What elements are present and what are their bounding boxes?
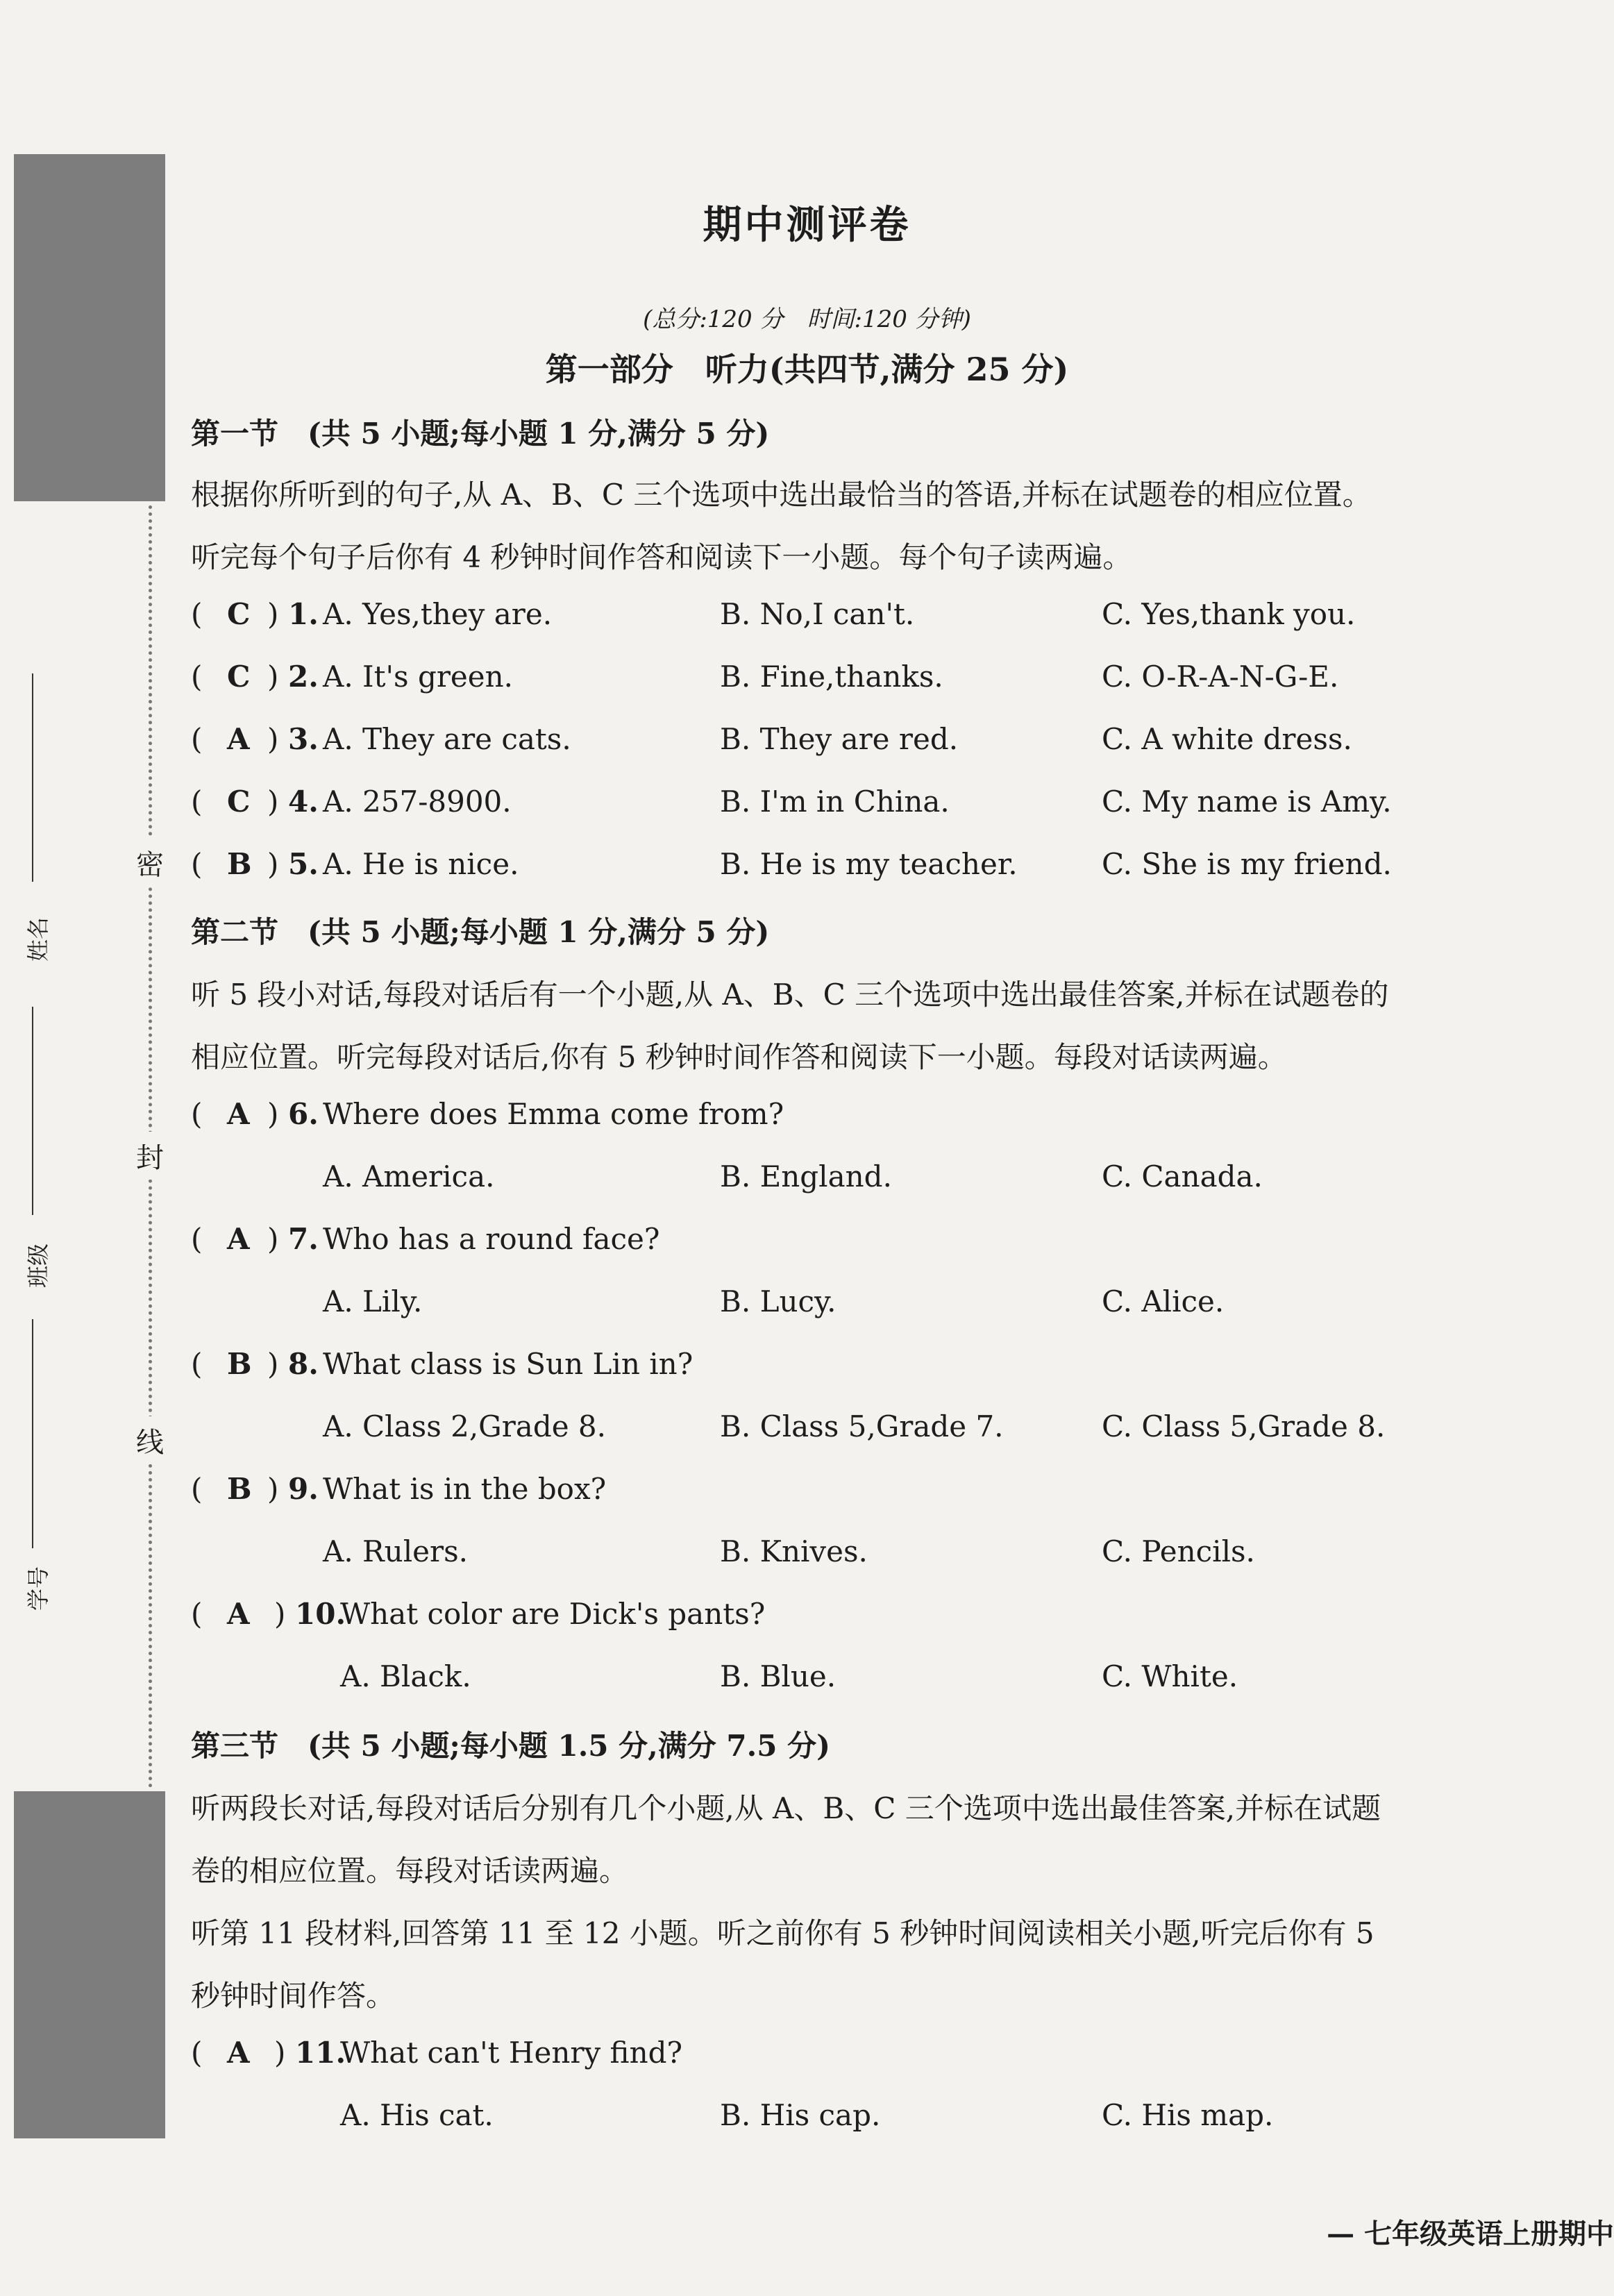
option-c: C. Canada. bbox=[1102, 1159, 1263, 1193]
section-heading: 第一节 (共 5 小题;每小题 1 分,满分 5 分) bbox=[191, 417, 770, 451]
question-row bbox=[191, 785, 1510, 826]
option-b: B. England. bbox=[720, 1159, 892, 1193]
bracket-open: ( bbox=[191, 1472, 203, 1506]
instruction-line: 根据你所听到的句子,从 A、B、C 三个选项中选出最恰当的答语,并标在试题卷的相应位置。 bbox=[191, 478, 1372, 512]
answer: A bbox=[227, 1597, 250, 1631]
option-a: A. Rulers. bbox=[323, 1534, 468, 1568]
option-b: B. No,I can't. bbox=[720, 597, 915, 631]
question-row bbox=[191, 847, 1510, 889]
option-b: B. He is my teacher. bbox=[720, 847, 1018, 881]
question-stem: What color are Dick's pants? bbox=[340, 1597, 766, 1631]
name-label: 姓名 bbox=[25, 916, 51, 962]
option-a: A. His cat. bbox=[340, 2098, 494, 2132]
class-line bbox=[32, 1007, 33, 1215]
question-number: 2. bbox=[288, 660, 319, 694]
bracket-open: ( bbox=[191, 1347, 203, 1381]
bracket-close: ) bbox=[267, 1347, 279, 1381]
bracket-close: ) bbox=[267, 1097, 279, 1131]
option-b: B. Knives. bbox=[720, 1534, 868, 1568]
bracket-close: ) bbox=[267, 597, 279, 631]
instruction-line: 听 5 段小对话,每段对话后有一个小题,从 A、B、C 三个选项中选出最佳答案,并标在试题卷的 bbox=[191, 978, 1389, 1012]
question-number: 8. bbox=[288, 1347, 319, 1381]
answer: C bbox=[227, 597, 251, 631]
question-row bbox=[191, 1472, 1510, 1514]
page-title: 期中测评卷 bbox=[703, 202, 911, 248]
bracket-close: ) bbox=[267, 660, 279, 694]
option-a: A. Class 2,Grade 8. bbox=[323, 1409, 607, 1443]
instruction-line: 相应位置。听完每段对话后,你有 5 秒钟时间作答和阅读下一小题。每段对话读两遍。 bbox=[191, 1040, 1287, 1074]
option-a: A. Black. bbox=[340, 1659, 471, 1693]
question-stem: What class is Sun Lin in? bbox=[323, 1347, 693, 1381]
options-row bbox=[191, 1409, 1510, 1451]
question-stem: Where does Emma come from? bbox=[323, 1097, 784, 1131]
question-row bbox=[191, 2036, 1510, 2077]
question-number: 10. bbox=[295, 1597, 346, 1631]
options-row bbox=[191, 1159, 1510, 1201]
bracket-open: ( bbox=[191, 597, 203, 631]
question-number: 7. bbox=[288, 1222, 319, 1256]
bracket-open: ( bbox=[191, 1222, 203, 1256]
option-c: C. Pencils. bbox=[1102, 1534, 1255, 1568]
margin-shade-bottom bbox=[14, 1791, 165, 2138]
bracket-open: ( bbox=[191, 660, 203, 694]
bracket-close: ) bbox=[267, 1222, 279, 1256]
bracket-open: ( bbox=[191, 847, 203, 881]
bracket-open: ( bbox=[191, 2036, 203, 2070]
question-number: 3. bbox=[288, 722, 319, 756]
student-id-line bbox=[32, 1319, 33, 1548]
option-b: B. I'm in China. bbox=[720, 785, 950, 819]
footer-label: — 七年级英语上册期中 bbox=[1327, 2218, 1614, 2250]
bracket-close: ) bbox=[274, 2036, 286, 2070]
bracket-close: ) bbox=[267, 785, 279, 819]
option-c: C. His map. bbox=[1102, 2098, 1274, 2132]
question-number: 6. bbox=[288, 1097, 319, 1131]
option-c: C. White. bbox=[1102, 1659, 1238, 1693]
answer: A bbox=[227, 1222, 250, 1256]
question-row bbox=[191, 660, 1510, 701]
bracket-open: ( bbox=[191, 722, 203, 756]
options-row bbox=[191, 1659, 1510, 1701]
question-stem: What is in the box? bbox=[323, 1472, 607, 1506]
options-row bbox=[191, 1284, 1510, 1326]
instruction-line: 听完每个句子后你有 4 秒钟时间作答和阅读下一小题。每个句子读两遍。 bbox=[191, 540, 1132, 574]
option-c: C. Alice. bbox=[1102, 1284, 1225, 1318]
option-a: A. Lily. bbox=[323, 1284, 423, 1318]
option-c: C. O-R-A-N-G-E. bbox=[1102, 660, 1339, 694]
option-b: B. Class 5,Grade 7. bbox=[720, 1409, 1004, 1443]
question-row bbox=[191, 1222, 1510, 1264]
question-row bbox=[191, 722, 1510, 764]
option-a: A. It's green. bbox=[323, 660, 514, 694]
answer: B bbox=[227, 1347, 252, 1381]
name-line bbox=[32, 673, 33, 882]
answer: A bbox=[227, 1097, 250, 1131]
option-c: C. She is my friend. bbox=[1102, 847, 1392, 881]
bracket-close: ) bbox=[267, 722, 279, 756]
option-c: C. Class 5,Grade 8. bbox=[1102, 1409, 1386, 1443]
option-a: A. They are cats. bbox=[323, 722, 571, 756]
answer: B bbox=[227, 847, 252, 881]
section-heading: 第二节 (共 5 小题;每小题 1 分,满分 5 分) bbox=[191, 915, 770, 949]
bracket-close: ) bbox=[274, 1597, 286, 1631]
instruction-line: 卷的相应位置。每段对话读两遍。 bbox=[191, 1854, 629, 1888]
answer: C bbox=[227, 660, 251, 694]
answer: B bbox=[227, 1472, 252, 1506]
option-a: A. He is nice. bbox=[323, 847, 519, 881]
part-title: 第一部分 听力(共四节,满分 25 分) bbox=[545, 351, 1069, 388]
answer: A bbox=[227, 722, 250, 756]
answer: A bbox=[227, 2036, 250, 2070]
option-b: B. Blue. bbox=[720, 1659, 837, 1693]
seal-char-xian: 线 bbox=[136, 1416, 164, 1464]
option-b: B. They are red. bbox=[720, 722, 959, 756]
seal-char-mi: 密 bbox=[136, 839, 164, 887]
option-a: A. America. bbox=[323, 1159, 495, 1193]
question-stem: What can't Henry find? bbox=[340, 2036, 683, 2070]
options-row bbox=[191, 2098, 1510, 2140]
instruction-line: 秒钟时间作答。 bbox=[191, 1979, 396, 2013]
question-row bbox=[191, 1597, 1510, 1639]
bracket-open: ( bbox=[191, 1597, 203, 1631]
class-label: 班级 bbox=[25, 1243, 51, 1288]
question-stem: Who has a round face? bbox=[323, 1222, 660, 1256]
instruction-line: 听第 11 段材料,回答第 11 至 12 小题。听之前你有 5 秒钟时间阅读相关小题,听完后你有 5 bbox=[191, 1916, 1375, 1950]
bracket-open: ( bbox=[191, 1097, 203, 1131]
option-b: B. Fine,thanks. bbox=[720, 660, 943, 694]
answer: C bbox=[227, 785, 251, 819]
option-c: C. My name is Amy. bbox=[1102, 785, 1392, 819]
seal-char-feng: 封 bbox=[136, 1132, 164, 1180]
question-row bbox=[191, 597, 1510, 639]
question-number: 5. bbox=[288, 847, 319, 881]
option-c: C. A white dress. bbox=[1102, 722, 1352, 756]
section-heading: 第三节 (共 5 小题;每小题 1.5 分,满分 7.5 分) bbox=[191, 1729, 830, 1763]
option-a: A. Yes,they are. bbox=[323, 597, 553, 631]
option-b: B. Lucy. bbox=[720, 1284, 837, 1318]
question-row bbox=[191, 1347, 1510, 1389]
bracket-open: ( bbox=[191, 785, 203, 819]
instruction-line: 听两段长对话,每段对话后分别有几个小题,从 A、B、C 三个选项中选出最佳答案,并标在试题 bbox=[191, 1791, 1381, 1825]
question-number: 4. bbox=[288, 785, 319, 819]
option-b: B. His cap. bbox=[720, 2098, 881, 2132]
option-a: A. 257-8900. bbox=[323, 785, 512, 819]
options-row bbox=[191, 1534, 1510, 1576]
bracket-close: ) bbox=[267, 847, 279, 881]
score-time-info: (总分:120 分 时间:120 分钟) bbox=[643, 305, 971, 333]
question-number: 9. bbox=[288, 1472, 319, 1506]
question-number: 1. bbox=[288, 597, 319, 631]
question-number: 11. bbox=[295, 2036, 346, 2070]
question-row bbox=[191, 1097, 1510, 1139]
bracket-close: ) bbox=[267, 1472, 279, 1506]
student-id-label: 学号 bbox=[25, 1566, 51, 1611]
option-c: C. Yes,thank you. bbox=[1102, 597, 1356, 631]
